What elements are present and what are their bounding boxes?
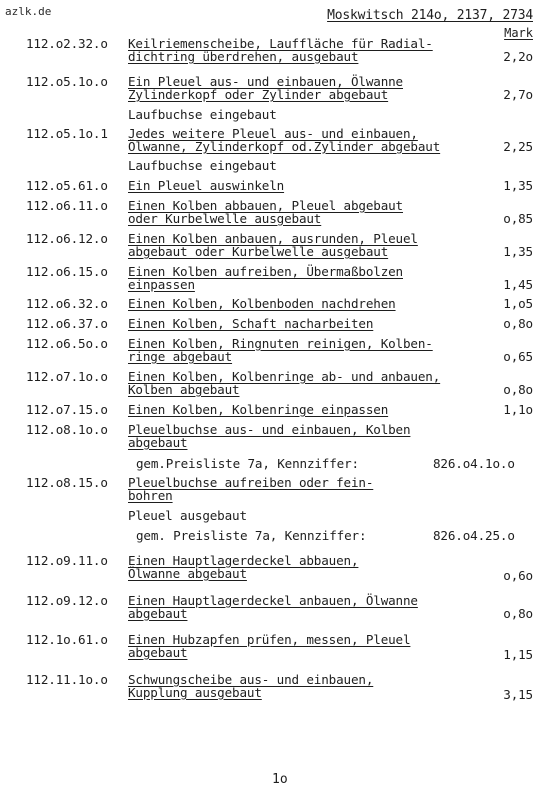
entry-price: o,65 [503, 349, 533, 364]
entry-price: 1,45 [503, 277, 533, 292]
entry-description-line: Schwungscheibe aus- und einbauen, [128, 672, 374, 687]
entry-description-line: abgebaut [128, 645, 188, 660]
entry-description-line: Einen Hauptlagerdeckel abbauen, [128, 553, 359, 568]
entry-description-line: abgebaut [128, 606, 188, 621]
entry-code: 112.o6.32.o [26, 296, 108, 311]
entry-description-line: Einen Kolben aufreiben, Übermaßbolzen [128, 264, 403, 279]
currency-column-header: Mark [504, 26, 533, 40]
entry-code: 112.o6.15.o [26, 264, 108, 279]
entry-code: 112.o6.5o.o [26, 336, 108, 351]
entry-price: 1,35 [503, 178, 533, 193]
entry-description-line: Einen Kolben abbauen, Pleuel abgebaut [128, 198, 403, 213]
entry-description-line: dichtring überdrehen, ausgebaut [128, 49, 359, 64]
kennziffer-value: 826.o4.1o.o [433, 456, 515, 471]
kennziffer-value: 826.o4.25.o [433, 528, 515, 543]
entry-code: 112.o7.1o.o [26, 369, 108, 384]
entry-description-line: einpassen [128, 277, 195, 292]
entry-code: 112.o8.15.o [26, 475, 108, 490]
entry-price: o,85 [503, 211, 533, 226]
entry-price: 1,1o [503, 402, 533, 417]
entry-description-line: Keilriemenscheibe, Lauffläche für Radial- [128, 36, 433, 51]
entry-code: 112.o9.12.o [26, 593, 108, 608]
document-header: Moskwitsch 214o, 2137, 2734 [327, 8, 533, 23]
entry-code: 112.o5.61.o [26, 178, 108, 193]
entry-price: 1,o5 [503, 296, 533, 311]
entry-price: 2,7o [503, 87, 533, 102]
price-list-reference: gem. Preisliste 7a, Kennziffer: [136, 528, 367, 543]
entry-description-line: Einen Kolben, Ringnuten reinigen, Kolben- [128, 336, 433, 351]
entry-description-line: Einen Kolben, Kolbenboden nachdrehen [128, 296, 396, 311]
entry-description-line: bohren [128, 488, 173, 503]
entry-note: Laufbuchse eingebaut [128, 107, 277, 122]
entry-price: o,6o [503, 568, 533, 583]
entry-code: 112.o6.11.o [26, 198, 108, 213]
entry-description-line: Jedes weitere Pleuel aus- und einbauen, [128, 126, 418, 141]
entry-description-line: Pleuelbuchse aus- und einbauen, Kolben [128, 422, 411, 437]
watermark: azlk.de [5, 5, 52, 18]
entry-code: 112.o6.37.o [26, 316, 108, 331]
entry-code: 112.1o.61.o [26, 632, 108, 647]
entry-description-line: oder Kurbelwelle ausgebaut [128, 211, 322, 226]
entry-price: o,8o [503, 606, 533, 621]
entry-code: 112.11.1o.o [26, 672, 108, 687]
entry-code: 112.o7.15.o [26, 402, 108, 417]
entry-description-line: Einen Kolben, Kolbenringe ab- und anbauen, [128, 369, 441, 384]
entry-code: 112.o5.1o.1 [26, 126, 108, 141]
entry-price: 1,15 [503, 647, 533, 662]
entry-price: o,8o [503, 382, 533, 397]
entry-code: 112.o5.1o.o [26, 74, 108, 89]
entry-description-line: Einen Kolben, Schaft nacharbeiten [128, 316, 374, 331]
entry-price: 1,35 [503, 244, 533, 259]
entry-description-line: abgebaut [128, 435, 188, 450]
entry-description-line: Ölwanne, Zylinderkopf od.Zylinder abgebaut [128, 139, 441, 154]
entry-description-line: Ein Pleuel aus- und einbauen, Ölwanne [128, 74, 403, 89]
entry-description-line: Einen Kolben, Kolbenringe einpassen [128, 402, 389, 417]
entry-description-line: Ein Pleuel auswinkeln [128, 178, 285, 193]
entry-note: Pleuel ausgebaut [128, 508, 247, 523]
entry-price: 3,15 [503, 687, 533, 702]
entry-description-line: Kolben abgebaut [128, 382, 240, 397]
entry-description-line: abgebaut oder Kurbelwelle ausgebaut [128, 244, 389, 259]
entry-description-line: Einen Hubzapfen prüfen, messen, Pleuel [128, 632, 411, 647]
entry-note: Laufbuchse eingebaut [128, 158, 277, 173]
page-number: 1o [272, 772, 288, 787]
entry-price: 2,2o [503, 49, 533, 64]
entry-description-line: Kupplung ausgebaut [128, 685, 262, 700]
entry-description-line: Pleuelbuchse aufreiben oder fein- [128, 475, 374, 490]
entry-description-line: Einen Hauptlagerdeckel anbauen, Ölwanne [128, 593, 418, 608]
entry-description-line: Einen Kolben anbauen, ausrunden, Pleuel [128, 231, 418, 246]
entry-code: 112.o8.1o.o [26, 422, 108, 437]
entry-price: 2,25 [503, 139, 533, 154]
entry-description-line: ringe abgebaut [128, 349, 233, 364]
entry-description-line: Zylinderkopf oder Zylinder abgebaut [128, 87, 389, 102]
price-list-reference: gem.Preisliste 7a, Kennziffer: [136, 456, 359, 471]
entry-code: 112.o6.12.o [26, 231, 108, 246]
entry-description-line: Ölwanne abgebaut [128, 566, 247, 581]
entry-price: o,8o [503, 316, 533, 331]
entry-code: 112.o2.32.o [26, 36, 108, 51]
entry-code: 112.o9.11.o [26, 553, 108, 568]
